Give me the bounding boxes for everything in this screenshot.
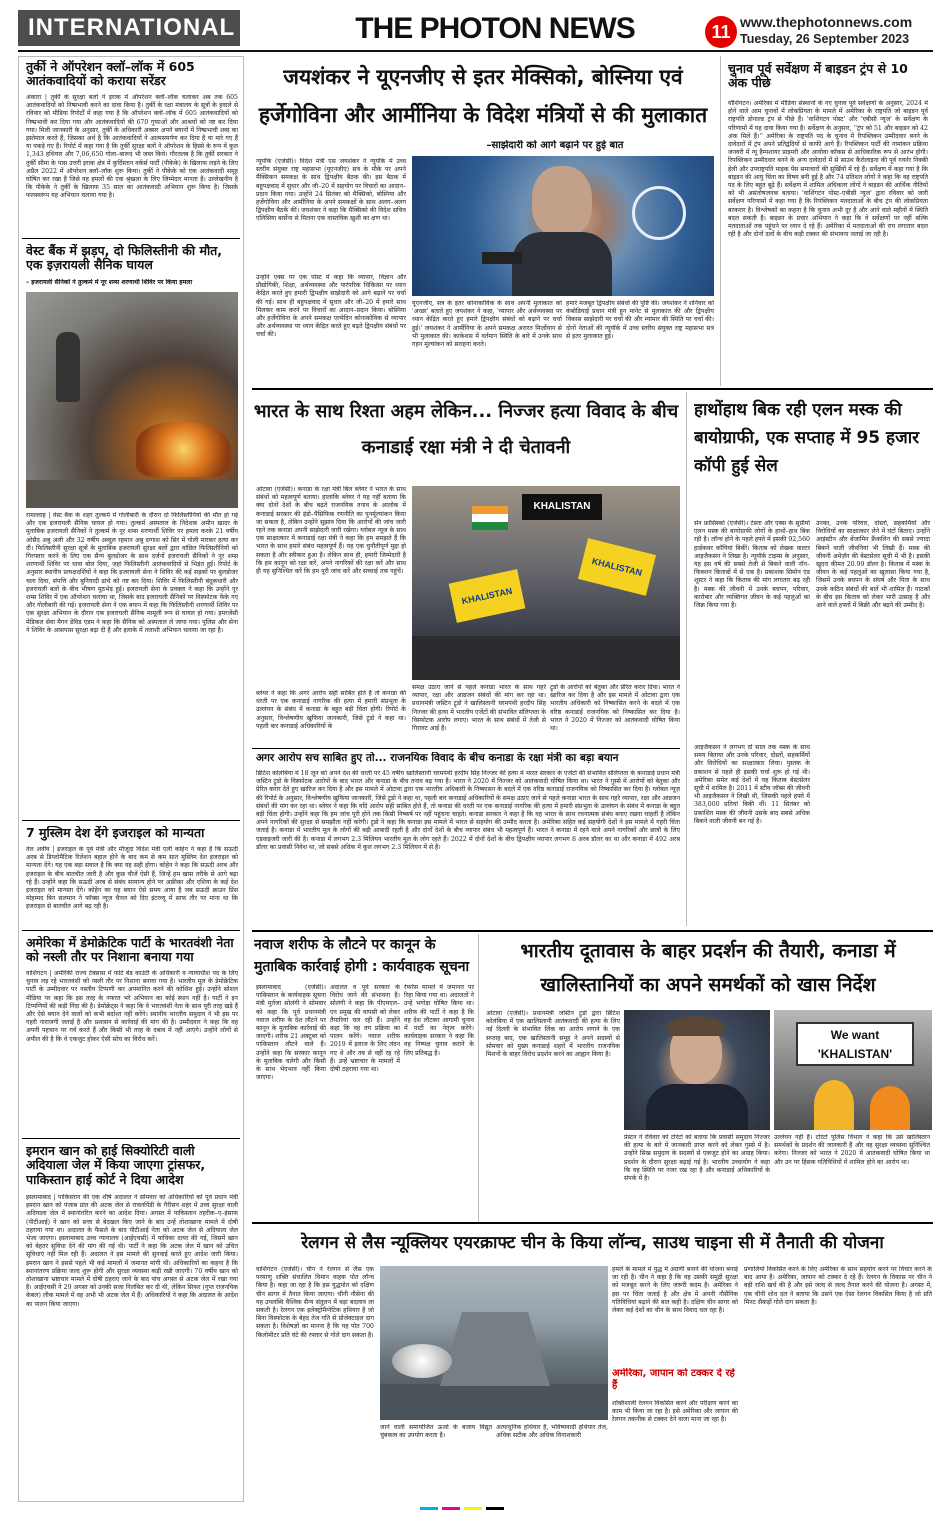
- musk-frame: [686, 392, 687, 926]
- khalistan-protest-photo: KHALISTAN KHALISTAN KHALISTAN: [412, 486, 680, 680]
- nuclear-title: रेलगन से लैस न्यूक्लियर एयरक्राफ्ट चीन के किया लॉन्च, साउथ चाइना सी में तैनाती की योजना: [301, 1233, 884, 1253]
- jaishankar-body-col1: न्यूयॉर्क (एजेंसी)। विदेश मंत्री एस जयशंकर ने न्यूयॉर्क में उच्च स्तरीय संयुक्त राष्ट्र महासभा (यूएनजीए) सत्र के मौके पर अपने मैक्सिकन समकक्ष के साथ द्विपक्षीय बैठक की। इस बैठक में बहुपक्षवाद में सुधार और जी–20 में सहयोग पर विचारों का आदान–प्रदान किया गया। उन्होंने 24 सितंबर को मैक्सिको, बोस्निया और हर्जेगोविना और आर्मीनिया के अपने समकक्षों के साथ अलग–अलग द्विपक्षीय बैठकें कीं। जयशंकर ने कहा कि मैक्सिको की विदेश सचिव एलिसिया बार्सेना से मिलना एक वास्तविक खुशी का क्षण था।: [256, 158, 406, 223]
- musk-body-col2: उनका, उनके परिवार, दोस्तों, सहकर्मियों और विरोधियों का साक्षात्कार लेने में घंटों बिताए। उन्होंने आइंस्टीन और बेंजामिन फ्रैंकलिन की सबसे ज्यादा बिकने वाली जीवनियां भी लिखी हैं। मस्क की जीवनी अमेज़ॅन की बेस्टसेलर सूची में भी है। इसकी खुदरा कीमत 20.99 डॉलर है। किताब में मस्क के जीवन के कई पहलुओं का खुलासा किया गया है, जिसमें उनके बचपन के संघर्ष और पिता के साथ उनके कठिन संबंधों की बातें भी शामिल हैं। पाठकों के बीच इस किताब को लेकर भारी उत्साह है और आने वाले हफ्तों में बिक्री और बढ़ने की उम्मीद है।: [816, 520, 930, 610]
- khalistan-sign-photo: [774, 1010, 932, 1130]
- westbank-photo: [26, 292, 238, 508]
- website-link[interactable]: www.thephotonnews.com: [740, 14, 913, 30]
- jaishankar-photo: [412, 156, 714, 296]
- article-turkey-title: तुर्की ने ऑपरेशन क्लॉ–लॉक में 605 आतंकवादियों को कराया सरेंडर: [26, 60, 195, 89]
- musk-title: हाथोंहाथ बिक रही एलन मस्क की बायोग्राफी, एक सप्ताह में 95 हजार कॉपी हुई सेल: [694, 400, 920, 476]
- trudeau-photo: [624, 1010, 770, 1130]
- canada-body-col1: ओटावा (एजेंसी)। कनाडा के रक्षा मंत्री बिल ब्लेयर ने भारत के साथ संबंधों को महत्वपूर्ण बताया। हालांकि ब्लेयर ने यह नहीं बताया कि क्या दोनों देशों के बीच बढ़ते राजनयिक तनाव के आलोक में कनाडाई सरकार की इंडो–पैसिफिक रणनीति का पुनर्मूल्यांकन किया जा सकता है, लेकिन उन्होंने सुझाव दिया कि आरोपों की जांच जारी रहने तक कनाडा अपनी साझेदारी जारी रखेगा। ग्लोबल न्यूज के साथ एक साक्षात्कार में कनाडाई रक्षा मंत्री ने कहा कि हम समझते हैं कि भारत के साथ हमारे संबंध महत्वपूर्ण हैं। यह एक चुनौतीपूर्ण मुद्दा हो सकता है और स्वीकार हुआ है। लेकिन साथ ही, हमारी जिम्मेदारी है कि हम कानून को रक्षा करें, अपने नागरिकों की रक्षा करें और साथ ही यह सुनिश्चित करें कि हम पूरी जांच करें और सच्चाई तक पहुंचें।: [256, 486, 406, 576]
- nuclear-body-col2b: शक्तिशाली रेलगन विकसित करने और परीक्षण करने का काम भी किया जा रहा है। इसे अमेरिका और जापान की रेलगन तकनीक से टक्कर देने वाला माना जा रहा है।: [612, 1400, 738, 1424]
- article-israel-title: 7 मुस्लिम देश देंगे इजराइल को मान्यता: [26, 826, 205, 840]
- jaishankar-title: जयशंकर ने यूएनजीए से इतर मेक्सिको, बोस्निया एवं हर्जेगोविना और आर्मीनिया के विदेश मंत्रियों से की मुलाकात: [258, 65, 708, 127]
- article-westbank-body: रामल्लाह | वेस्ट बैंक के शहर तुल्कर्म में गोलीबारी के दौरान दो फिलिस्तीनियों की मौत हो गई और एक इजरायली सैनिक घायल हो गया। तुल्कर्म अस्पताल के निदेशक अमीन खादर के मुताबिक इजरायली सैनिकों ने तुल्कर्म के नूर शम्स शरणार्थी शिविर पर हमला करके 21 वर्षीय ओसैद अबु अली और 32 वर्षीय अब्दुल रहमान अबु दग्गाश को सिर में गोली मारकर हत्या कर दी। फिलिस्तीनी सुरक्षा सूत्रों के मुताबिक इजरायली सुरक्षा बलों द्वारा वांछित फिलिस्तीनियों को गिरफ्तार करने के लिए एक सैन्य बुलडोजर के साथ दर्जनों इजरायली सैनिकों ने नूर शम्स शरणार्थी शिविर पर धावा बोल दिया, जहां फिलिस्तीनी आतंकवादियों से भिड़ंत हुई। रिपोर्ट के अनुसार स्थानीय प्रत्यक्षदर्शियों ने कहा कि इजरायली सेना ने शिविर की कई सड़कों पर बुलडोजर चला दिया, संपत्ति और बुनियादी ढांचे को नष्ट कर दिया। शिविर में फिलिस्तीनी बंदूकधारी और इजरायली बलों के बीच भीषण मुठभेड़ हुई। इजरायली सेना के प्रवक्ता ने कहा कि उन्होंने नूर शम्स शिविर में एक ऑपरेशन चलाया था, जिसके बाद इजरायली सैनिकों पर विस्फोटक फेंके गए और गोलीबारी की गई। इजरायली सेना ने एक बयान में कहा कि फिलिस्तीनी शरणार्थी शिविर पर एक सुरक्षा अभियान के दौरान एक इजरायली सैनिक मामूली रूप से घायल हो गया। इमरजेंसी मेडिकल सेवा मैगन डेविड एडम ने कहा कि सैनिक को अस्पताल ले जाया गया। पुलिस और सेना ने शिविर के आसपास सुरक्षा बढ़ा दी है और इलाके में तलाशी अभियान चलाया जा रहा है।: [26, 512, 238, 634]
- nuclear-subhead: अमेरिका, जापान को टक्कर दे रहे हैं: [612, 1368, 735, 1391]
- divider: [22, 1138, 240, 1139]
- jaishankar-body-col2: यूएनजीए, सत्र के इतर कोनाकोविक के साथ अपनी मुलाकात को 'अच्छा' बताते हुए जयशंकर ने कहा, 'व्यापार और अर्थव्यवस्था पर ध्यान केंद्रित करते हुए हमारे द्विपक्षीय संबंधों को बढ़ाने पर चर्चा हुई।' जयशंकर ने आर्मीनिया के अपने समकक्ष अरारत मिर्ज़ोयान से भी मुलाकात की। काकेशस में वर्तमान स्थिति के बारे में उनके साथ गहन मूल्यांकन को सराहना करते।: [412, 300, 562, 349]
- article-turkey-body: अंकारा | तुर्की के सुरक्षा बलों ने इराक में ऑपरेशन क्लॉ–लॉक चलाकर अब तक 605 आतंकवादियों को निष्प्रभावी करने का दावा किया है। तुर्की के रक्षा मंत्रालय के सूत्रों के हवाले से रविवार को मीडिया रिपोर्टों में कहा गया है कि ऑपरेशन क्लॉ–लॉक में 605 आतंकवादियों को निष्प्रभावी कर दिया गया और आतंकवादियों की 670 गुफाओं और आश्रयों को नष्ट कर दिया गया। मिली जानकारी के अनुसार, तुर्की के अधिकारी अक्सर अपने बयानों में निष्प्रभावी शब्द का इस्तेमाल करते हैं, जिसका अर्थ है कि आतंकवादियों ने आत्मसमर्पण कर दिया है या मारे गए हैं या पकड़े गए हैं। रिपोर्ट में कहा गया है कि तुर्की सुरक्षा बलों ने ऑपरेशन के हिस्से के रूप में कुल 1,343 हथियार और 7,06,650 गोला–बारूद भी जब्त किये। गौरतलब है कि तुर्की सरकार ने तुर्की सीमा के पास उत्तरी इराक क्षेत्र में कुर्दिस्तान वर्कर्स पार्टी (पीकेके) के खिलाफ लड़ने के लिए अप्रैल 2022 में ऑपरेशन क्लॉ–लॉक शुरू किया। तुर्की ने पीकेके को एक आतंकवादी समूह घोषित कर रखा है जिसे वह हमलों की एक श्रृंखला के लिए जिम्मेदार मानता है। उल्लेखनीय है कि पीकेके ने तुर्की के खिलाफ 35 साल का आतंकवादी अभियान शुरू किया है। जिसके फलस्वरूप यह अभियान चलाया गया है।: [26, 94, 238, 200]
- jaishankar-body-col3: हमारे मजबूत द्विपक्षीय संबंधों की पुष्टि की। जयशंकर ने शनिवार को कंबोडियाई प्रधान मंत्री हुन मानेट से मुलाकात की और द्विपक्षीय विकास साझेदारी पर चर्चा की और म्यांमार की स्थिति पर चर्चा की। दोनों नेताओं की न्यूयॉर्क में उच्च स्तरीय संयुक्त राष्ट्र महासभा सत्र से इतर मुलाकात हुई।: [566, 300, 714, 340]
- canada-subtitle: अगर आरोप सच साबित हुए तो... राजनयिक विवाद के बीच कनाडा के रक्षा मंत्री का बड़ा बयान: [256, 752, 619, 764]
- divider: [22, 930, 240, 931]
- nawaz-title: नवाज शरीफ के लौटने पर कानून के मुताबिक कार्रवाई होगी : कार्यवाहक सूचना: [254, 937, 470, 975]
- canada-sub-body: ब्रिटिश कोलंबिया में 18 जून को अपने देश की धरती पर 45 वर्षीय खालिस्तानी चरमपंथी हरदीप सिंह निज्जर की हत्या में भारत सरकार के एजेंटों की संभावित संलिप्तता के कनाडाई प्रधान मंत्री जस्टिन ट्रूडो के विस्फोटक आरोपों के बाद भारत और कनाडा के बीच तनाव बढ़ गया है। भारत ने 2020 में निज्जर को आतंकवादी घोषित किया था। भारत ने गुस्से में आरोपों को बेतुका और प्रेरित करार देते हुए खारिज कर दिया है और इस मामले में ओटावा द्वारा एक भारतीय अधिकारी के निष्कासन के बदले में एक वरिष्ठ कनाडाई राजनयिक को निष्कासित कर दिया है। ग्लोबल न्यूज़ की रिपोर्ट के अनुसार, विश्लेषणीय खुफिया जानकारी, जिसे ट्रूडो ने कहा था, पहली बार कनाडाई अधिकारियों के समक्ष उठाए जाने से पहले कनाडा भारत के साथ गहरे व्यापार, रक्षा और आव्रजन संबंधों की मांग कर रहा था। ब्लेयर ने कहा कि यदि आरोप सही साबित होते हैं, तो कनाडा की धरती पर एक कनाडाई नागरिक की हत्या में हमारी संप्रभुता के उल्लंघन के संबंध में कनाडा के बहुत बड़ी चिंता होगी। उन्होंने कहा कि हम जांच पूरी होने तक किसी निष्कर्ष पर नहीं पहुंचना चाहते। कनाडा सरकार ने कहा है कि वह भारत के साथ रचनात्मक संबंध बनाए रखना चाहती है लेकिन अपने नागरिकों की सुरक्षा से समझौता नहीं करेगी। ट्रूडो ने कहा कि कनाडा इस मामले में भारत से सहयोग की उम्मीद करता है। अमेरिका सहित कई सहयोगी देशों ने इस मामले में गहरी चिंता जताई है। कनाडा में भारतीय मूल के लोगों की बड़ी आबादी रहती है और दोनों देशों के बीच व्यापार संबंध भी महत्वपूर्ण हैं। भारत ने कनाडा में रहने वाले अपने नागरिकों और छात्रों के लिए एडवाइजरी जारी की है। कनाडा में लगभग 2.3 मिलियन भारतीय मूल के लोग रहते हैं। 2022 में दोनों देशों के बीच द्विपक्षीय व्यापार लगभग 8 अरब डॉलर का था और कनाडा में 492 अरब डॉलर का प्रवासी निवेश था, जो सबसे अधिक में कुल लगभग 2.3 मिलियन में से है।: [256, 770, 680, 851]
- nuclear-body-col1: वाशिंगटन (एजेंसी)। चीन ने रेलगन से लैस एक परमाणु शक्ति संचालित विमान वाहक पोत लॉन्च किया है। कहा जा रहा है कि इस युद्धपोत को दक्षिण चीन सागर में तैनात किया जाएगा। चीनी नौसेना की यह उपलब्धि वैश्विक सैन्य संतुलन में बड़ा बदलाव ला सकती है। रेलगन एक इलेक्ट्रोमैग्नेटिक हथियार है जो बिना विस्फोटक के बेहद तेज गति से प्रोजेक्टाइल दाग सकता है। विशेषज्ञों का मानना है कि यह पोत 700 किलोमीटर प्रति घंटे की रफ्तार से गोले दाग सकता है।: [256, 1266, 374, 1339]
- musk-body-col1: सेन फ्रांसिस्को (एजेंसी)। टेस्ला और एक्स के सुप्रीमो एलन मस्क की बायोग्राफी लोगों के हाथों–हाथ बिक रही है। लॉन्च होने के पहले हफ्ते में इसकी 92,560 हार्डकवर कॉपियां बिकीं। किताब को लेखक वाल्टर आइजैकसन ने लिखा है। न्यूयॉर्क टाइम्स के अनुसार, यह इस वर्ष की सबसे तेजी से बिकने वाली नॉन–फिक्शन किताबों में से एक है। प्रकाशक सिमोन एंड शूस्टर ने कहा कि किताब की मांग लगातार बढ़ रही है। मस्क की जीवनी में उनके बचपन, परिवार, कारोबार और व्यक्तिगत जीवन के कई पहलुओं का जिक्र किया गया है।: [694, 520, 810, 610]
- article-westbank-caption: – इजरायली सैनिकों ने तुल्कर्म में नूर शम्स शरणार्थी शिविर पर किया हमला: [26, 279, 193, 286]
- nawaz-body-col1: इस्लामाबाद (एजेंसी)। पाकिस्तान के कार्यवाहक सूचना मंत्री मुर्तजा सोलंगी ने सोमवार को कहा कि पूर्व प्रधानमंत्री नवाज शरीफ के देश लौटने पर कानून के मुताबिक कार्रवाई की जाएगी। शरीफ 21 अक्टूबर को पाकिस्तान लौटने वाले हैं। उन्होंने कहा कि सरकार कानून के मुताबिक चलेगी और किसी के साथ भेदभाव नहीं किया जाएगा।: [256, 984, 326, 1082]
- biden-body: वॉशिंगटन। अमेरिका में मीडिया संस्थानों के नए चुनाव पूर्व सर्वेक्षणों के अनुसार, 2024 में होने वाले आम चुनावों में लोकप्रियता के मामले में अमेरिका के राष्ट्रपति जो बाइडन पूर्व राष्ट्रपति डोनाल्ड ट्रंप से पीछे हैं। 'वाशिंगटन पोस्ट' और 'एबीसी न्यूज' के सर्वेक्षण के परिणामों में यह दावा किया गया है। सर्वेक्षण के अनुसार, ''ट्रंप को 51 और बाइडन को 42 अंक मिले हैं।'' अमेरिका के राष्ट्रपति पद के चुनाव में रिपब्लिकन उम्मीदवार बनने के दावेदारों में ट्रंप अपने प्रतिद्वंदियों से काफी आगे हैं। रिपब्लिकन पार्टी की नामांकन प्रक्रिया जनवरी में न्यू हैम्पशायर प्राइमरी और आयोवा कॉकस से आधिकारिक रूप से आरंभ होगी। रिपब्लिकन उम्मीदवार बनने के अन्य दावेदारों में से साउथ कैरोलाइना की पूर्व गवर्नर निक्की हेली और उपराष्ट्रपति माइक पेंस समाचारों की सुर्खियों में रहे हैं। सर्वेक्षण में कहा गया है कि बाइडन की आयु चिंता का विषय बनी हुई है और 74 प्रतिशत लोगों ने कहा कि वह राष्ट्रपति पद के लिए बहुत बूढ़े हैं। सर्वेक्षण में शामिल अधिकतर लोगों ने बाइडन की आर्थिक नीतियों को भी असंतोषजनक बताया। 'वाशिंगटन पोस्ट–एबीसी न्यूज' द्वारा रविवार को जारी सर्वेक्षण परिणामों में कहा गया है कि रिपब्लिकन मतदाताओं के बीच ट्रंप की लोकप्रियता बरकरार है। विश्लेषकों का कहना है कि चुनाव अभी दूर है और आने वाले महीनों में स्थिति बदल सकती है। बाइडन के प्रचार अभियान ने कहा कि वे सर्वेक्षणों पर नहीं बल्कि मतदाताओं तक पहुंचने पर ध्यान दे रहे हैं। अमेरिका में मतदाताओं की राय लगातार बदल रही है और दोनों दलों के बीच कड़ी टक्कर की संभावना जताई जा रही है।: [728, 100, 928, 239]
- registration-marks: [420, 1500, 540, 1510]
- divider: [22, 238, 240, 239]
- article-israel-body: तेल अवीव | इजराइल के पूर्व मंत्री और मौजूदा विदेश मंत्री एली कोहेन ने कहा है कि सऊदी अरब से डिप्लोमैटिक रिलेशन बहाल होने के बाद कम से कम सात मुस्लिम देश इजराइल को मान्यता देंगे। यह एक बड़ा सवाल है कि क्या यह सही होगा। कोहेन ने कहा कि सऊदी अरब और इजराइल के बीच बातचीत जारी है और कुछ चीजें ऐसी हैं, जिन्हें हम खास तरीके से आगे बढ़ा रहे हैं। उन्होंने कहा कि सऊदी अरब से संबंध सामान्य होने पर अफ्रीका और एशिया के कई देश इजराइल को मान्यता देंगे। कोहेन का यह बयान ऐसे समय आया है जब सऊदी क्राउन प्रिंस मोहम्मद बिन सलमान ने फॉक्स न्यूज चैनल को दिए इंटरव्यू में साफ तौर पर माना था कि इजराइल से बातचीत आगे बढ़ रही है।: [26, 846, 238, 911]
- article-usa-body: वाशिंगटन | अमेरिकी राज्य टेक्सास में फोर्ट बेंड काउंटी के अधिकारी व न्यायाधीश पद के लिए चुनाव लड़ रहे भारतवंशी को नस्ली तौर पर निशाना बनाया गया है। भारतीय मूल के डेमोक्रेटिक पार्टी के उम्मीदवार पर नस्लीय टिप्पणी कर अपमानित करने की कोशिश हुई। उन्होंने सोशल मीडिया पर कहा कि इस तरह के नफरत भरे अभियान का कोई स्थान नहीं है। पार्टी ने इन टिप्पणियों की कड़ी निंदा की है। डेमोक्रेट्स ने कहा कि वे भारतवंशी नेता के साथ पूरी तरह खड़े हैं और ऐसे बयान देने वालों को कभी बर्दाश्त नहीं करेंगे। स्थानीय भारतीय समुदाय ने भी इस पर गहरी नाराजगी जताई है और प्रशासन से कार्रवाई की मांग की है। उम्मीदवार ने कहा कि वह अपनी पहचान पर गर्व करते हैं और किसी भी तरह के दबाव में नहीं आएंगे। उन्होंने लोगों से अपील की है कि वे एकजुट होकर ऐसी सोच का विरोध करें।: [26, 970, 238, 1043]
- nawaz-body-col3: रेफरेंस मामले में जमानत पर रिहा किया गया था। अदालतों ने उन्हें भगोड़ा घोषित किया था। शरीफ की पार्टी ने कहा है कि वह देश लौटकर आगामी चुनाव में पार्टी का नेतृत्व करेंगे। कार्यवाहक सरकार ने कहा कि वह निष्पक्ष चुनाव कराने के लिए प्रतिबद्ध है।: [404, 984, 474, 1057]
- article-westbank-title: वेस्ट बैंक में झड़प, दो फिलिस्तीनी की मौत, एक इज़रायली सैनिक घायल: [26, 244, 223, 273]
- divider: [22, 820, 240, 821]
- jaishankar-body-col1b: उन्होंने एक्स पर एक पोस्ट में कहा कि व्यापार, विज्ञान और प्रौद्योगिकी, शिक्षा, अर्थव्यवस्था और पारंपरिक चिकित्सा पर ध्यान केंद्रित करते हुए हमारी द्विपक्षीय साझेदारी को आगे बढ़ाने पर चर्चा की गई। साथ ही बहुपक्षवाद में सुधार और जी–20 में हमारे साथ मिलकर काम करने पर विचारों का आदान–प्रदान किया। बोस्निया और हर्जेगोविना के अपने समकक्ष एल्मेदिन कोनाकोविक से व्यापार और अर्थव्यवस्था पर ध्यान केंद्रित करते हुए बढ़ते द्विपक्षीय संबंधों पर चर्चा की।: [256, 274, 406, 339]
- jaishankar-subtitle: –साझेदारी को आगे बढ़ाने पर हुई बात: [486, 140, 624, 151]
- divider: [252, 388, 933, 390]
- divider: [252, 1222, 933, 1224]
- embassy-body-col3: उल्लंघन नहीं है। टोरंटो पुलिस विभाग ने कहा कि उसे खालिस्तान समर्थकों के प्रदर्शन की जानकारी है और वह सुरक्षा व्यवस्था सुनिश्चित करेगा। निज्जर को भारत ने 2020 में आतंकवादी घोषित किया था और उन पर हिंसक गतिविधियों में शामिल होने का आरोप था।: [774, 1134, 930, 1166]
- embassy-body-col2: प्रेस्टन ने रविवार को टोरंटो को बताया कि प्रवासी समुदाय निज्जर की हत्या के बारे में जानकारी प्राप्त करने को लेकर गुस्से में है। उन्होंने सिख समुदाय के सदस्यों से एकजुट होने का आग्रह किया। प्रदर्शन के दौरान सुरक्षा बढ़ाई गई है। भारतीय उच्चायोग ने कहा कि वह स्थिति पर नजर रख रहा है और कनाडाई अधिकारियों के संपर्क में है।: [624, 1134, 770, 1183]
- nawaz-frame: [478, 934, 479, 1222]
- canada-body-col2: समक्ष उठाए जाने से पहले कनाडा भारत के साथ गहरे व्यापार, रक्षा और आव्रजन संबंधों की मांग कर रहा था। प्रधानमंत्री जस्टिन ट्रूडो ने खालिस्तानी चरमपंथी हरदीप सिंह निज्जर की हत्या में भारतीय एजेंटों की संभावित संलिप्तता के विस्फोटक आरोप लगाए। भारत के साथ संबंधों में तेजी से गिरावट आई है।: [412, 684, 546, 733]
- protest-sign: We want 'KHALISTAN': [796, 1022, 914, 1066]
- divider: [252, 930, 933, 932]
- canada-title: भारत के साथ रिश्ता अहम लेकिन... निज्जर हत्या विवाद के बीच कनाडाई रक्षा मंत्री ने दी चेतावनी: [253, 401, 679, 458]
- embassy-title: भारतीय दूतावास के बाहर प्रदर्शन की तैयारी, कनाडा में खालिस्तानियों का अपने समर्थकों को खास निर्देश: [520, 940, 896, 996]
- page-number: 11: [705, 16, 737, 48]
- divider: [252, 748, 680, 749]
- ship-caption-1: जाने वाली समायोजित ऊर्जा के बजाय विद्युत चुंबकत्व का उपयोग करता है।: [380, 1424, 492, 1440]
- nawaz-body-col2: अदालत व पूर्व सरकार के विरोध जाने की संभावना है। सोलंगी ने कहा कि पीएमएल–एन प्रमुख की वापसी को लेकर तैयारियां चल रही हैं। उन्होंने कहा कि वह तय प्रक्रिया का पालन करेंगे। नवाज शरीफ 2019 में इलाज के लिए लंदन गए थे और तब से वहीं रह रहे हैं। उन्हें भ्रष्टाचार के मामलों में दोषी ठहराया गया था।: [330, 984, 400, 1074]
- ship-caption-2: अत्याधुनिक हथियार है, भविष्यवादी हथियार तेज, अधिक सटीक और अधिक विनाशकारी: [496, 1424, 608, 1440]
- railgun-ship-photo: [380, 1266, 608, 1420]
- embassy-body-col1: ओटावा (एजेंसी)। प्रधानमंत्री जस्टिन ट्रूडो द्वारा ब्रिटिश कोलंबिया में एक खालिस्तानी आतंकवादी की हत्या के लिए नई दिल्ली के संभावित लिंक का आरोप लगाने के एक सप्ताह बाद, एक खालिस्तानी समूह ने अपने सदस्यों से सोमवार को मुख्य कनाडाई शहरों में भारतीय राजनयिक मिशनों के बाहर विरोध प्रदर्शन करने का आह्वान किया है।: [486, 1010, 620, 1059]
- issue-date: Tuesday, 26 September 2023: [740, 32, 910, 46]
- canada-body-col3: ट्रूडो के आरोपों को बेतुका और प्रेरित करार दिया। भारत ने खारिज कर दिया है और इस मामले में ओटावा द्वारा एक भारतीय अधिकारी को निष्कासित करने के बदले में एक वरिष्ठ कनाडाई राजनयिक को निष्कासित कर दिया है। भारत ने 2020 में निज्जर को आतंकवादी घोषित किया था।: [550, 684, 680, 733]
- article-imran-title: इमरान खान को हाई सिक्योरिटी वाली अदियाला जेल में किया जाएगा ट्रांसफर, पाकिस्तान हाई कोर्ट ने दिया आदेश: [26, 1144, 206, 1187]
- article-imran-body: इस्लामाबाद | पाकिस्तान की एक शीर्ष अदालत ने सोमवार को अधिकारियों को पूर्व प्रधान मंत्री इमरान खान को पंजाब प्रांत की अटक जेल से रावलपिंडी के गैरीसन शहर में उच्च सुरक्षा वाली अदियाला जेल में स्थानांतरित करने का आदेश दिया। अगस्त में पाकिस्तान तहरीक–ए–इंसाफ (पीटीआई) ने खान को सत्ता से बेदखल किए जाने के बाद उन्हें तोशाखाना मामले में दोषी ठहराया गया था। अदालत के फैसले के बाद पीटीआई नेता को अटक जेल से अदियाला जेल भेजा जाएगा। इस्लामाबाद उच्च न्यायालय (आईएचसी) में याचिका दायर की गई, जिसमें खान को बेहतर सुविधा देने की मांग की गई थी। पार्टी ने कहा कि अटक जेल में खान को उचित सुविधाएं नहीं मिल रही हैं। अदालत ने इस मामले की सुनवाई करते हुए आदेश जारी किया। इमरान खान ने इससे पहले भी कई मामलों में जमानत मांगी थी। अधिकारियों का कहना है कि स्थानांतरण प्रक्रिया जल्द शुरू होगी और सुरक्षा व्यवस्था कड़ी रखी जाएगी। 70 वर्षीय खान को तोशाखाना भ्रष्टाचार मामले में दोषी ठहराए जाने के बाद पांच अगस्त से अटक जेल में रखा गया है। आईएचसी ने 29 अगस्त को उनकी सजा निलंबित कर दी थी, लेकिन सिफर (गुप्त राजनयिक केबल) लीक मामले में वह अभी भी अटक जेल में हैं। अधिकारियों ने कहा कि अदालत के आदेश का पालन किया जाएगा।: [26, 1194, 238, 1308]
- nuclear-body-col2: हमले के मामले में युद्ध में अग्रणी बनाने की योजना बनाई जा रही है। चीन ने कहा है कि यह उसकी समुद्री सुरक्षा को मजबूत करने के लिए जरूरी कदम है। अमेरिका ने इस पर चिंता जताई है और क्षेत्र में अपनी नौसैनिक गतिविधियां बढ़ाने की बात कही है। दक्षिण चीन सागर को लेकर कई देशों का चीन के साथ विवाद चल रहा है।: [612, 1266, 738, 1315]
- canada-body-col1b: ब्लेयर ने कहा कि अगर आरोप सही साबित होते हैं तो कनाडा की धरती पर एक कनाडाई नागरिक की हत्या में हमारी संप्रभुता के उल्लंघन के संबंध में कनाडा के बहुत बड़ी चिंता होगी। रिपोर्ट के अनुसार, विश्लेषणीय खुफिया जानकारी, जिसे ट्रूडो ने कहा था। पहली बार कनाडाई अधिकारियों के: [256, 690, 406, 730]
- biden-title: चुनाव पूर्व सर्वेक्षण में बाइडन ट्रंप से 10 अंक पीछे: [728, 62, 908, 91]
- section-label: INTERNATIONAL: [18, 10, 240, 46]
- musk-body-col1b: आइजैकसन ने लगभग दो साल तक मस्क के साथ समय बिताया और उनके परिवार, दोस्तों, सहकर्मियों और विरोधियों का साक्षात्कार लिया। पुस्तक के प्रकाशन से पहले ही इसकी चर्चा शुरू हो गई थी। अमेरिका समेत कई देशों में यह किताब बेस्टसेलर सूची में शामिल है। 2011 में स्टीव जॉब्स की जीवनी भी आइजैकसन ने लिखी थी, जिसकी पहले हफ्ते में 383,000 प्रतियां बिकी थीं। 11 सितंबर को प्रकाशित मस्क की जीवनी उसके बाद सबसे अधिक बिकने वाली जीवनी बन गई है।: [694, 744, 810, 825]
- paper-name: THE PHOTON NEWS: [355, 12, 635, 45]
- nuclear-body-col3: प्रणालियों विकसित करने के लिए अमेरिका के साथ सहयोग करने पर विचार करने के बाद आया है। अमेरिका, जापान को टक्कर दे रहे हैं। रेलगन के विकास पर चीन ने बड़ी राशि खर्च की है और इसे जल्द से जल्द तैनात करने की योजना है। अगस्त में, एक चीनी शोध दल ने बताया कि उसने एक ऐसा रेलगन विकसित किया है जो प्रति मिनट सैकड़ों गोले दाग सकता है।: [744, 1266, 932, 1306]
- masthead-rule: [18, 50, 933, 52]
- article-usa-title: अमेरिका में डेमोक्रेटिक पार्टी के भारतवंशी नेता को नस्ली तौर पर निशाना बनाया गया: [26, 936, 234, 965]
